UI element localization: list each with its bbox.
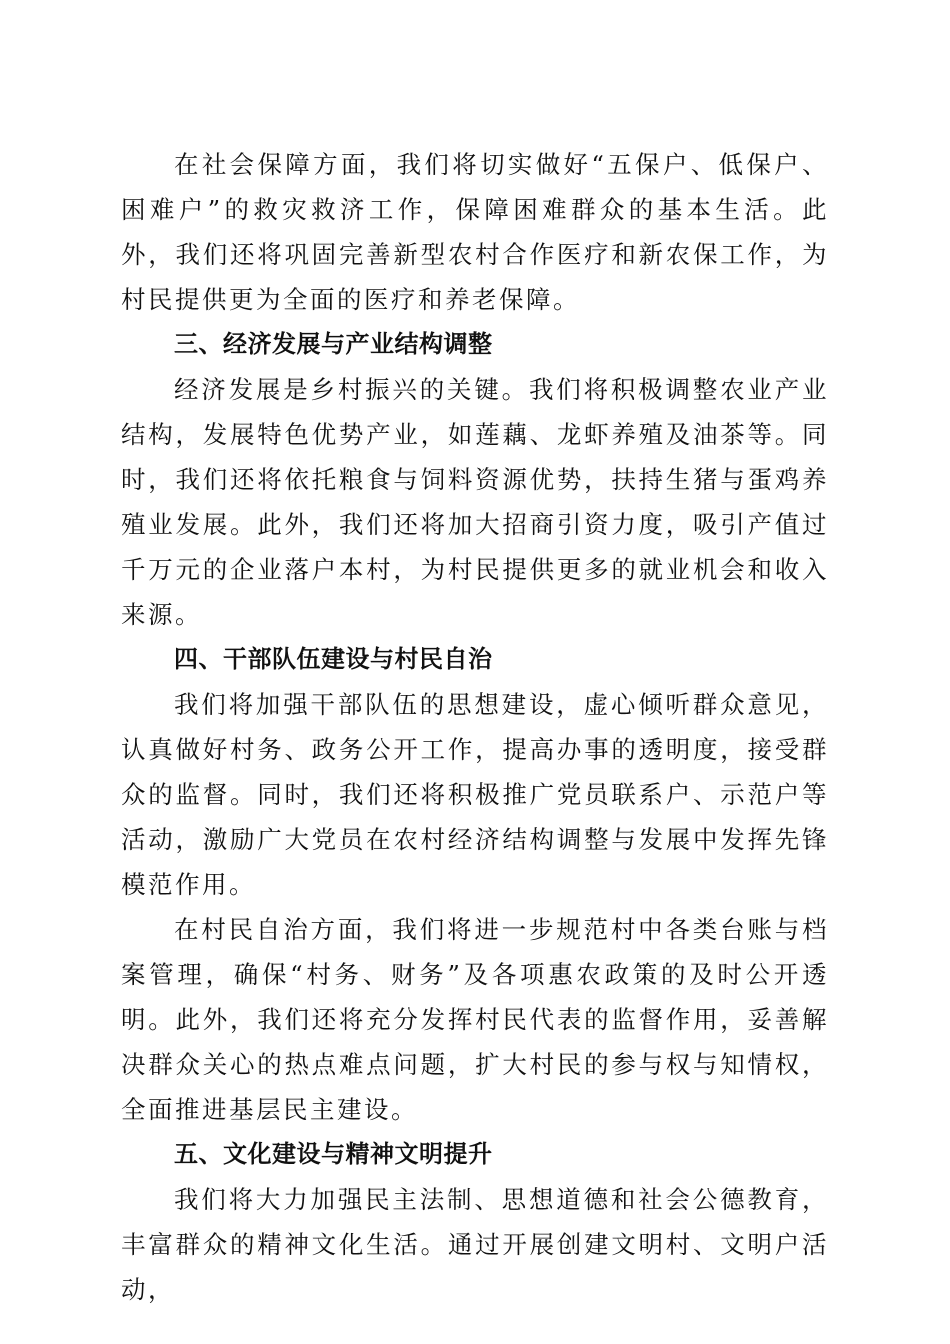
- paragraph-village-autonomy: 在村民自治方面，我们将进一步规范村中各类台账与档案管理，确保“村务、财务”及各项惠农政策的及时公开透明。此外，我们还将充分发挥村民代表的监督作用，妥善解决群众关心的热点难点问题，扩大村民的参与权与知情权，全面推进基层民主建设。: [121, 915, 829, 1124]
- heading-economic-development: 三、经济发展与产业结构调整: [174, 330, 493, 358]
- paragraph-social-security: 在社会保障方面，我们将切实做好“五保户、低保户、困难户”的救灾救济工作，保障困难群众的基本生活。此外，我们还将巩固完善新型农村合作医疗和新农保工作，为村民提供更为全面的医疗和养老保障。: [121, 150, 829, 314]
- heading-cadre-building: 四、干部队伍建设与村民自治: [174, 645, 493, 673]
- paragraph-cadre-building: 我们将加强干部队伍的思想建设，虚心倾听群众意见，认真做好村务、政务公开工作，提高办事的透明度，接受群众的监督。同时，我们还将积极推广党员联系户、示范户等活动，激励广大党员在农村经济结构调整与发展中发挥先锋模范作用。: [121, 690, 829, 899]
- heading-cultural-construction: 五、文化建设与精神文明提升: [174, 1140, 493, 1168]
- paragraph-cultural-construction: 我们将大力加强民主法制、思想道德和社会公德教育，丰富群众的精神文化生活。通过开展创建文明村、文明户活动，: [121, 1185, 829, 1304]
- document-body: [121, 142, 829, 1312]
- paragraph-economic-development: 经济发展是乡村振兴的关键。我们将积极调整农业产业结构，发展特色优势产业，如莲藕、龙虾养殖及油茶等。同时，我们还将依托粮食与饲料资源优势，扶持生猪与蛋鸡养殖业发展。此外，我们还将加大招商引资力度，吸引产值过千万元的企业落户本村，为村民提供更多的就业机会和收入来源。: [121, 375, 829, 629]
